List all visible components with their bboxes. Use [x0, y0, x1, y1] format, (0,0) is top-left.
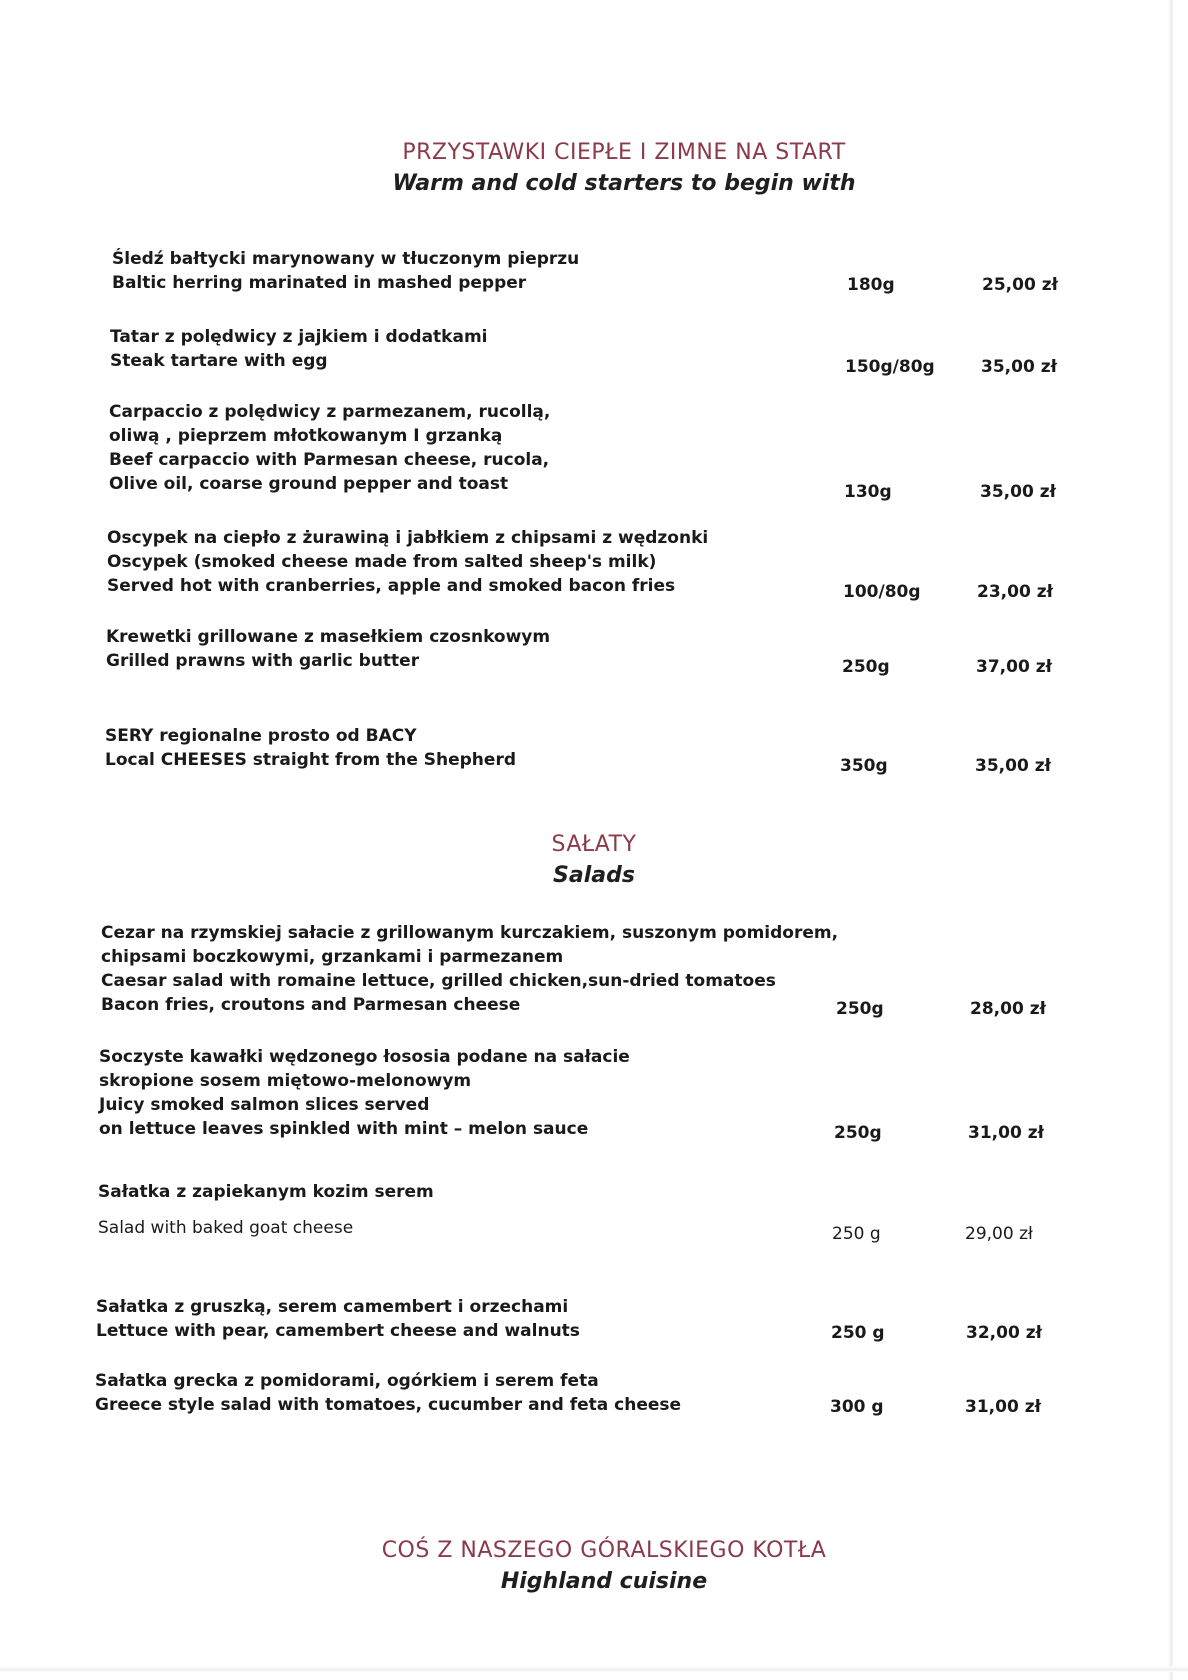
item-description: [110, 325, 488, 373]
section-title-en: Salads: [553, 863, 635, 888]
item-description: [95, 1369, 681, 1417]
item-line: oliwą , pieprzem młotkowanym I grzanką: [109, 426, 503, 446]
item-line: Sałatka z gruszką, serem camembert i orzechami: [96, 1297, 569, 1317]
item-line: Soczyste kawałki wędzonego łososia podane na sałacie: [99, 1047, 630, 1067]
item-line: Greece style salad with tomatoes, cucumber and feta cheese: [95, 1395, 682, 1415]
item-description: [106, 625, 550, 673]
item-weight: 250g: [834, 1123, 882, 1143]
item-price: 23,00 zł: [977, 582, 1053, 602]
item-line: Served hot with cranberries, apple and smoked bacon fries: [107, 576, 676, 596]
item-line: Carpaccio z polędwicy z parmezanem, rucollą,: [109, 402, 551, 422]
item-price: 35,00 zł: [975, 756, 1051, 776]
item-line: Steak tartare with egg: [110, 351, 328, 371]
item-weight: 250g: [836, 999, 884, 1019]
item-line: Baltic herring marinated in mashed pepper: [112, 273, 527, 293]
item-weight: 300 g: [830, 1397, 884, 1417]
item-description: [101, 921, 838, 1017]
item-line: Caesar salad with romaine lettuce, grilled chicken,sun-dried tomatoes: [101, 971, 776, 991]
section-heading-starters: [0, 138, 1188, 200]
item-price: 31,00 zł: [968, 1123, 1044, 1143]
item-line: on lettuce leaves spinkled with mint – melon sauce: [99, 1119, 589, 1139]
section-title-en: Warm and cold starters to begin with: [392, 171, 856, 196]
item-weight: 180g: [847, 275, 895, 295]
item-line: Sałatka grecka z pomidorami, ogórkiem i serem feta: [95, 1371, 599, 1391]
item-description: [112, 247, 579, 295]
item-price: 29,00 zł: [965, 1224, 1033, 1244]
item-weight: 250 g: [831, 1323, 885, 1343]
item-line: Cezar na rzymskiej sałacie z grillowanym kurczakiem, suszonym pomidorem,: [101, 923, 839, 943]
item-weight: 250 g: [832, 1224, 881, 1244]
item-line: Bacon fries, croutons and Parmesan cheese: [101, 995, 521, 1015]
item-price: 28,00 zł: [970, 999, 1046, 1019]
item-line: Oscypek (smoked cheese made from salted sheep's milk): [107, 552, 657, 572]
item-weight: 150g/80g: [845, 357, 935, 377]
item-line: Beef carpaccio with Parmesan cheese, rucola,: [109, 450, 550, 470]
item-price: 25,00 zł: [982, 275, 1058, 295]
item-line: Sałatka z zapiekanym kozim serem: [98, 1182, 434, 1202]
item-line: skropione sosem miętowo-melonowym: [99, 1071, 472, 1091]
section-title-pl: COŚ Z NASZEGO GÓRALSKIEGO KOTŁA: [381, 1538, 827, 1563]
item-weight: 250g: [842, 657, 890, 677]
item-description: [109, 400, 550, 496]
item-line: chipsami boczkowymi, grzankami i parmezanem: [101, 947, 564, 967]
section-title-pl: SAŁATY: [551, 832, 637, 857]
scan-edge: [0, 1666, 1188, 1672]
item-price: 37,00 zł: [976, 657, 1052, 677]
section-title-pl: PRZYSTAWKI CIEPŁE I ZIMNE NA START: [402, 140, 846, 165]
item-description: [98, 1180, 434, 1240]
item-description: [107, 526, 708, 598]
item-price: 31,00 zł: [965, 1397, 1041, 1417]
item-line: Grilled prawns with garlic butter: [106, 651, 420, 671]
section-title-en: Highland cuisine: [500, 1569, 708, 1594]
item-line: Juicy smoked salmon slices served: [99, 1095, 430, 1115]
item-description: [96, 1295, 580, 1343]
item-description: [105, 724, 516, 772]
item-line: Olive oil, coarse ground pepper and toast: [109, 474, 509, 494]
item-price: 35,00 zł: [981, 357, 1057, 377]
item-description: [99, 1045, 630, 1141]
item-line: SERY regionalne prosto od BACY: [105, 726, 417, 746]
item-line: Oscypek na ciepło z żurawiną i jabłkiem z chipsami z wędzonki: [107, 528, 709, 548]
item-line: Lettuce with pear, camembert cheese and walnuts: [96, 1321, 580, 1341]
item-line: Salad with baked goat cheese: [98, 1218, 354, 1238]
item-weight: 100/80g: [843, 582, 921, 602]
item-price: 32,00 zł: [966, 1323, 1042, 1343]
section-heading-highland: [0, 1536, 1188, 1598]
item-line: Local CHEESES straight from the Shepherd: [105, 750, 516, 770]
section-heading-salads: [0, 830, 1188, 892]
item-line: Tatar z polędwicy z jajkiem i dodatkami: [110, 327, 488, 347]
item-weight: 130g: [844, 482, 892, 502]
item-line: Krewetki grillowane z masełkiem czosnkowym: [106, 627, 551, 647]
item-line: Śledź bałtycki marynowany w tłuczonym pieprzu: [112, 249, 580, 269]
item-weight: 350g: [840, 756, 888, 776]
item-price: 35,00 zł: [980, 482, 1056, 502]
